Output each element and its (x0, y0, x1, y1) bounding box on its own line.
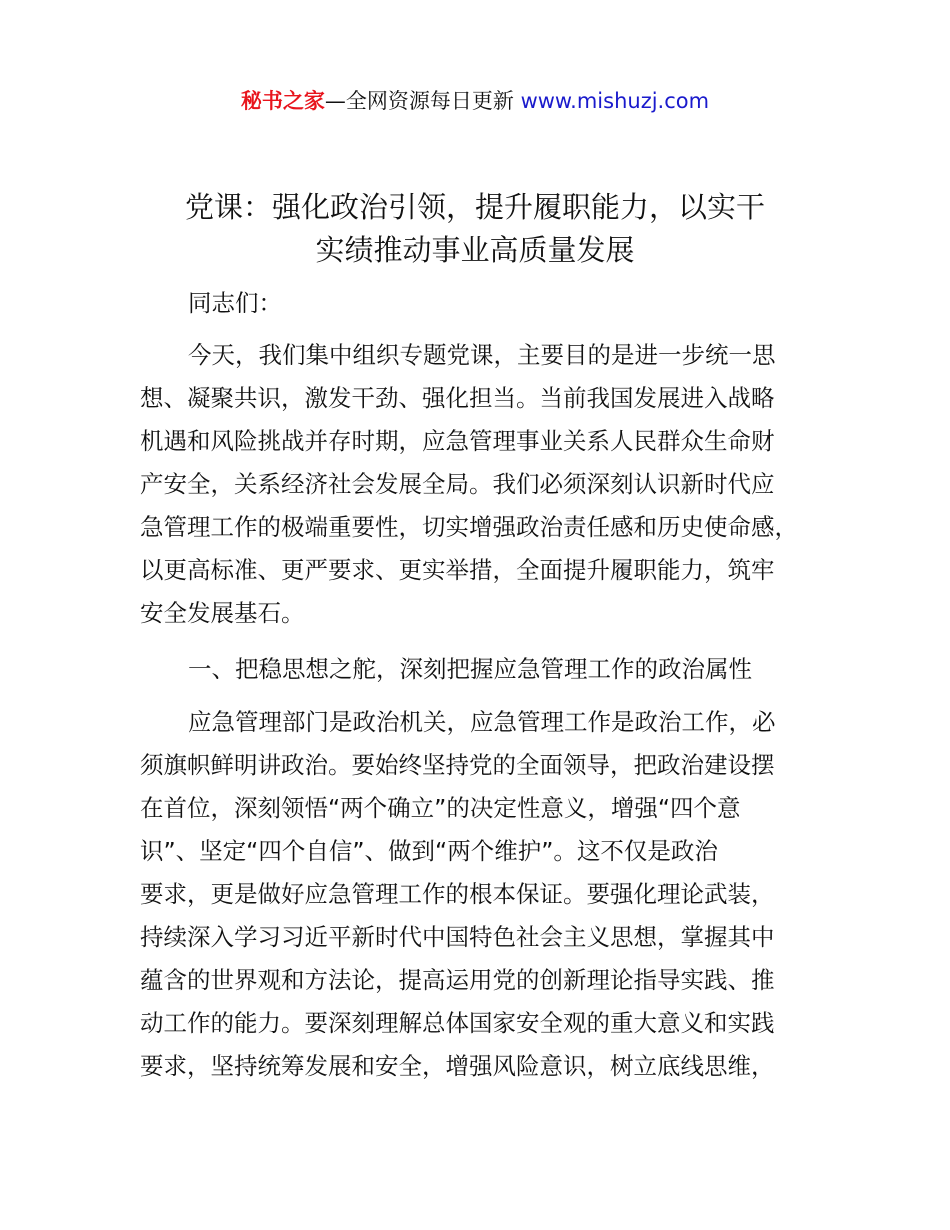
paragraph-2-line: 应急管理部门是政治机关，应急管理工作是政治工作，必 (188, 708, 776, 736)
paragraph-1-line: 今天，我们集中组织专题党课，主要目的是进一步统一思 (188, 341, 776, 369)
salutation: 同志们： (188, 289, 282, 317)
paragraph-1-line: 急管理工作的极端重要性，切实增强政治责任感和历史使命感， (140, 513, 798, 541)
paragraph-2-line: 识”、坚定“四个自信”、做到“两个维护”。这不仅是政治 (140, 837, 718, 865)
paragraph-1-line: 以更高标准、更严要求、更实举措，全面提升履职能力，筑牢 (140, 556, 775, 584)
paragraph-2-line: 动工作的能力。要深刻理解总体国家安全观的重大意义和实践 (140, 1009, 775, 1037)
site-url-link[interactable]: www.mishuzj.com (520, 89, 710, 113)
paragraph-1-line: 机遇和风险挑战并存时期，应急管理事业关系人民群众生命财 (140, 427, 775, 455)
paragraph-1-line: 产安全，关系经济社会发展全局。我们必须深刻认识新时代应 (140, 470, 775, 498)
paragraph-2-line: 在首位，深刻领悟“两个确立”的决定性意义，增强“四个意 (140, 794, 741, 822)
site-header (0, 86, 950, 116)
paragraph-1-line: 安全发展基石。 (140, 599, 305, 627)
document-title (0, 186, 950, 272)
title-line-2: 实绩推动事业高质量发展 (315, 233, 635, 267)
section-heading-1: 一、把稳思想之舵，深刻把握应急管理工作的政治属性 (188, 655, 752, 683)
paragraph-2-line: 要求，更是做好应急管理工作的根本保证。要强化理论武装， (140, 880, 775, 908)
header-tagline: —全网资源每日更新 (324, 89, 514, 113)
title-line-1: 党课：强化政治引领，提升履职能力，以实干 (184, 190, 765, 224)
paragraph-2-line: 须旗帜鲜明讲政治。要始终坚持党的全面领导，把政治建设摆 (140, 751, 775, 779)
paragraph-1-line: 想、凝聚共识，激发干劲、强化担当。当前我国发展进入战略 (140, 384, 775, 412)
paragraph-2-line: 要求，坚持统筹发展和安全，增强风险意识，树立底线思维， (140, 1052, 775, 1080)
paragraph-2-line: 持续深入学习习近平新时代中国特色社会主义思想，掌握其中 (140, 923, 775, 951)
paragraph-2-line: 蕴含的世界观和方法论，提高运用党的创新理论指导实践、推 (140, 966, 775, 994)
brand-name: 秘书之家 (240, 89, 325, 113)
